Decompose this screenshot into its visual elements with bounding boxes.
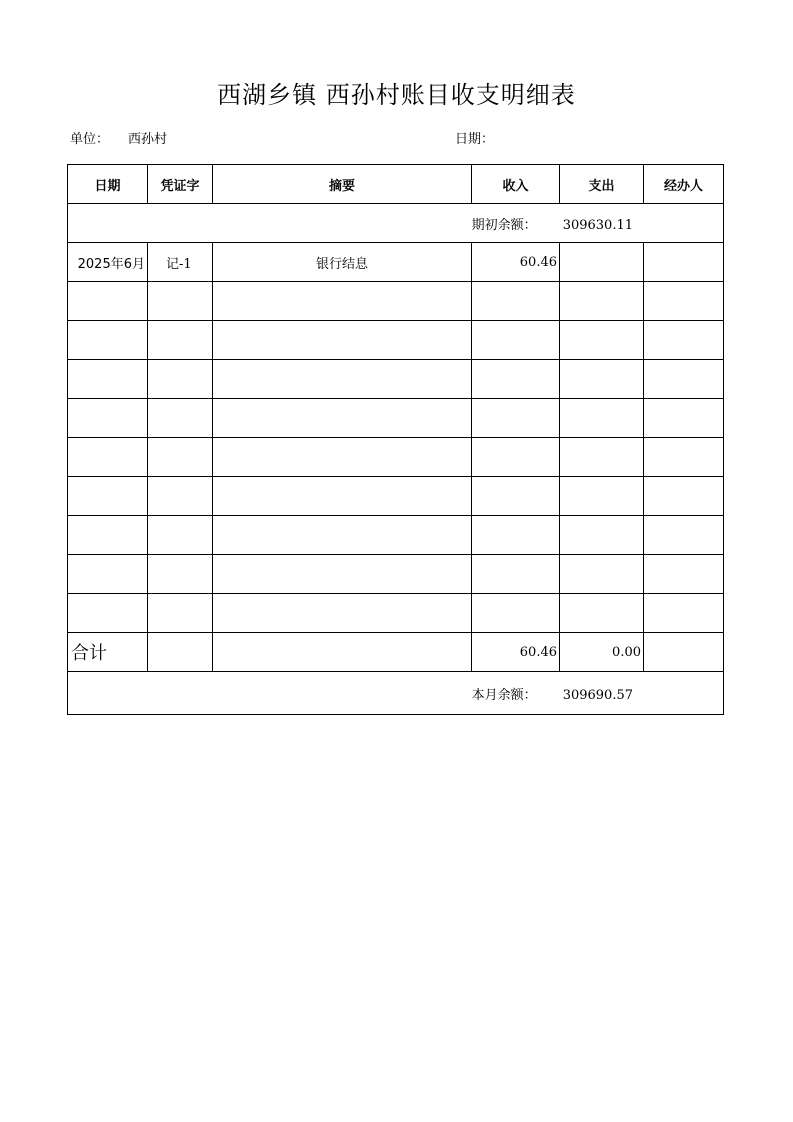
expense-cell	[560, 516, 644, 555]
income-cell	[472, 438, 560, 477]
opening-balance-cell	[68, 204, 724, 243]
income-cell	[472, 516, 560, 555]
table-row	[68, 438, 724, 477]
handler-cell	[644, 282, 724, 321]
table-row	[68, 399, 724, 438]
handler-cell	[644, 243, 724, 282]
opening-balance-value: 309630.11	[562, 217, 633, 233]
summary-cell	[213, 477, 472, 516]
total-row	[68, 633, 724, 672]
date-cell	[68, 399, 148, 438]
column-header-summary: 摘要	[213, 165, 472, 204]
voucher-cell	[148, 438, 213, 477]
total-expense: 0.00	[560, 633, 644, 672]
table-row	[68, 477, 724, 516]
summary-cell	[213, 633, 472, 672]
handler-cell	[644, 555, 724, 594]
opening-balance-row	[68, 204, 724, 243]
expense-cell	[560, 477, 644, 516]
closing-balance-label: 本月余额：	[471, 687, 537, 703]
total-income: 60.46	[472, 633, 560, 672]
income-cell: 60.46	[472, 243, 560, 282]
handler-cell	[644, 360, 724, 399]
handler-cell	[644, 633, 724, 672]
income-cell	[472, 282, 560, 321]
handler-cell	[644, 594, 724, 633]
column-header-voucher: 凭证字	[148, 165, 213, 204]
summary-cell: 银行结息	[213, 243, 472, 282]
date-cell	[68, 594, 148, 633]
income-cell	[472, 321, 560, 360]
table-row	[68, 243, 724, 282]
summary-cell	[213, 282, 472, 321]
expense-cell	[560, 321, 644, 360]
summary-cell	[213, 516, 472, 555]
expense-cell	[560, 243, 644, 282]
handler-cell	[644, 516, 724, 555]
voucher-cell	[148, 282, 213, 321]
table-row	[68, 555, 724, 594]
ledger-table	[67, 164, 724, 715]
table-row	[68, 321, 724, 360]
expense-cell	[560, 360, 644, 399]
handler-cell	[644, 321, 724, 360]
page-title: 西湖乡镇 西孙村账目收支明细表	[217, 81, 576, 109]
summary-cell	[213, 594, 472, 633]
table-row	[68, 594, 724, 633]
date-cell	[68, 555, 148, 594]
date-cell	[68, 321, 148, 360]
voucher-cell	[148, 360, 213, 399]
voucher-cell: 记-1	[148, 243, 213, 282]
summary-cell	[213, 555, 472, 594]
closing-balance-row	[68, 672, 724, 715]
date-cell	[68, 360, 148, 399]
header-row	[68, 165, 724, 204]
income-cell	[472, 477, 560, 516]
income-cell	[472, 399, 560, 438]
voucher-cell	[148, 321, 213, 360]
date-cell	[68, 477, 148, 516]
voucher-cell	[148, 399, 213, 438]
closing-balance-value: 309690.57	[562, 687, 633, 703]
table-row	[68, 360, 724, 399]
handler-cell	[644, 438, 724, 477]
income-cell	[472, 594, 560, 633]
date-cell	[68, 438, 148, 477]
date-label: 日期：	[455, 132, 495, 147]
date-cell	[68, 282, 148, 321]
voucher-cell	[148, 516, 213, 555]
voucher-cell	[148, 594, 213, 633]
voucher-cell	[148, 555, 213, 594]
date-cell: 2025年6月	[68, 243, 148, 282]
unit-value: 西孙村	[128, 132, 168, 147]
expense-cell	[560, 594, 644, 633]
opening-balance-label: 期初余额：	[471, 217, 537, 233]
expense-cell	[560, 555, 644, 594]
summary-cell	[213, 321, 472, 360]
expense-cell	[560, 282, 644, 321]
closing-balance-cell	[68, 672, 724, 715]
total-label: 合计	[68, 633, 148, 672]
column-header-income: 收入	[472, 165, 560, 204]
handler-cell	[644, 477, 724, 516]
summary-cell	[213, 438, 472, 477]
table-row	[68, 282, 724, 321]
income-cell	[472, 360, 560, 399]
unit-label: 单位：	[70, 132, 110, 147]
handler-cell	[644, 399, 724, 438]
column-header-handler: 经办人	[644, 165, 724, 204]
income-cell	[472, 555, 560, 594]
expense-cell	[560, 438, 644, 477]
date-cell	[68, 516, 148, 555]
summary-cell	[213, 360, 472, 399]
summary-cell	[213, 399, 472, 438]
table-row	[68, 516, 724, 555]
voucher-cell	[148, 633, 213, 672]
column-header-date: 日期	[68, 165, 148, 204]
voucher-cell	[148, 477, 213, 516]
column-header-expense: 支出	[560, 165, 644, 204]
expense-cell	[560, 399, 644, 438]
